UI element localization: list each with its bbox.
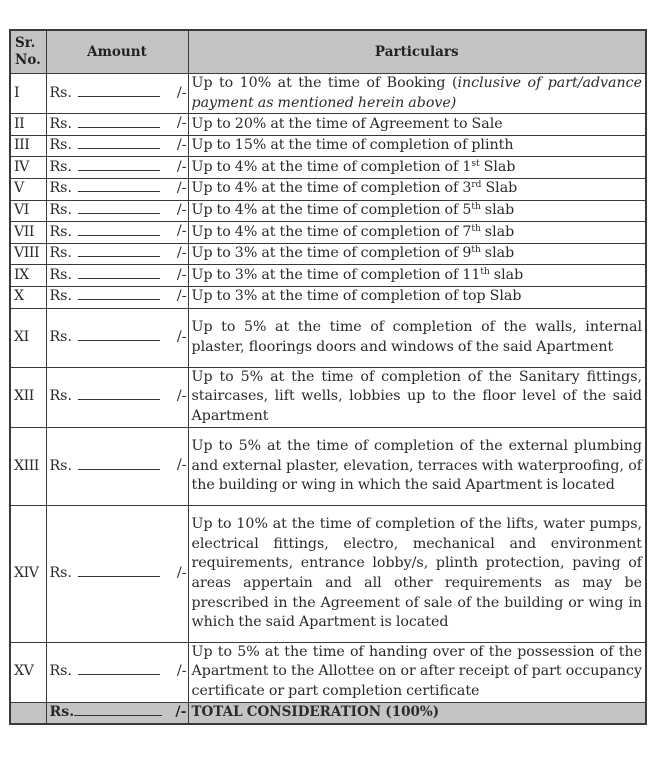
particulars-cell — [188, 74, 646, 114]
total-sr-cell — [10, 702, 46, 724]
ordinal-suffix: th — [480, 266, 490, 277]
amount-prefix: Rs. — [49, 202, 72, 219]
ordinal-suffix: th — [471, 223, 481, 234]
particulars-cell — [188, 286, 646, 308]
amount-suffix: /- — [176, 457, 187, 474]
amount-suffix: /- — [176, 388, 187, 405]
table-row — [10, 200, 646, 222]
amount-prefix: Rs. — [49, 137, 72, 154]
sr-no-cell: XII — [10, 367, 46, 427]
particulars-cell — [188, 506, 646, 643]
ordinal-suffix: th — [471, 245, 481, 256]
header-particulars: Particulars — [188, 30, 646, 74]
table-row — [10, 506, 646, 643]
particulars-text: Up to 4% at the time of completion of 7 — [191, 223, 472, 240]
amount-suffix: /- — [176, 288, 187, 305]
amount-cell — [46, 178, 188, 200]
particulars-text: Up to 5% at the time of completion of the Sanitary fittings, staircases, lift wells, lobbies up to the floor level of the said Apartment — [191, 368, 642, 424]
amount-cell — [46, 74, 188, 114]
particulars-text: Up to 15% at the time of completion of plinth — [191, 137, 514, 154]
total-amount-cell — [46, 702, 188, 724]
amount-blank-field[interactable] — [78, 457, 160, 470]
particulars-text: Up to 4% at the time of completion of 1 — [191, 158, 472, 175]
amount-blank-field[interactable] — [78, 287, 160, 300]
particulars-cell — [188, 114, 646, 136]
amount-prefix: Rs. — [49, 180, 72, 197]
total-row — [10, 702, 646, 724]
amount-suffix: /- — [176, 245, 187, 262]
amount-suffix: /- — [176, 266, 187, 283]
table-row — [10, 265, 646, 287]
sr-no-cell: II — [10, 114, 46, 136]
table-row — [10, 286, 646, 308]
amount-prefix: Rs. — [49, 223, 72, 240]
amount-cell — [46, 265, 188, 287]
particulars-cell — [188, 265, 646, 287]
particulars-text: Up to 4% at the time of completion of 3 — [191, 180, 472, 197]
sr-no-cell: VII — [10, 222, 46, 244]
amount-blank-field[interactable] — [78, 201, 160, 214]
particulars-cell — [188, 308, 646, 367]
particulars-text: Up to 5% at the time of completion of the external plumbing and external plaster, elevation, terraces with waterproofing, of the building or wing in which the said Apartment is located — [191, 437, 642, 494]
amount-prefix: Rs. — [49, 245, 72, 262]
table-row — [10, 74, 646, 114]
particulars-text-tail: slab — [480, 223, 515, 240]
particulars-text: Up to 5% at the time of handing over of the possession of the Apartment to the Allottee on or after receipt of part occupancy certificate or part completion certificate — [191, 643, 642, 700]
table-row — [10, 135, 646, 157]
total-amount-blank-field[interactable] — [74, 703, 162, 716]
amount-blank-field[interactable] — [78, 115, 160, 128]
amount-suffix: /- — [175, 703, 187, 720]
particulars-text: Up to 5% at the time of completion of the walls, internal plaster, floorings doors and windows of the said Apartment — [191, 319, 642, 355]
amount-blank-field[interactable] — [78, 244, 160, 257]
particulars-cell — [188, 427, 646, 506]
amount-prefix: Rs. — [49, 703, 75, 720]
particulars-text: Up to 3% at the time of completion of top Slab — [191, 288, 522, 305]
amount-cell — [46, 135, 188, 157]
ordinal-suffix: th — [471, 202, 481, 213]
particulars-cell — [188, 367, 646, 427]
particulars-text-tail: slab — [489, 266, 524, 283]
amount-prefix: Rs. — [49, 328, 72, 345]
amount-cell — [46, 157, 188, 179]
amount-suffix: /- — [176, 328, 187, 345]
amount-suffix: /- — [176, 180, 187, 197]
amount-cell — [46, 308, 188, 367]
total-particulars-cell: TOTAL CONSIDERATION (100%) — [188, 702, 646, 724]
amount-blank-field[interactable] — [78, 223, 160, 236]
ordinal-suffix: rd — [471, 180, 482, 191]
header-amount: Amount — [46, 30, 188, 74]
sr-no-cell: III — [10, 135, 46, 157]
amount-suffix: /- — [176, 137, 187, 154]
amount-blank-field[interactable] — [78, 328, 160, 341]
particulars-cell — [188, 642, 646, 702]
particulars-cell — [188, 178, 646, 200]
table-row — [10, 427, 646, 506]
table-row — [10, 114, 646, 136]
amount-suffix: /- — [176, 158, 187, 175]
sr-no-cell: VI — [10, 200, 46, 222]
sr-no-cell: IX — [10, 265, 46, 287]
amount-prefix: Rs. — [49, 565, 72, 582]
table-row — [10, 222, 646, 244]
particulars-text: Up to 10% at the time of completion of the lifts, water pumps, electrical fittings, electro, mechanical and environment requirements, entrance lobby/s, plinth protection, paving of areas appertain and all other requirements as may be prescribed in the Agreement of sale of the building or wing in which the said Apartment is located — [191, 516, 642, 631]
particulars-cell — [188, 135, 646, 157]
particulars-text-tail: Slab — [479, 158, 516, 175]
table-footer — [10, 702, 646, 724]
sr-no-cell: XIII — [10, 427, 46, 506]
ordinal-suffix: st — [471, 158, 480, 169]
particulars-cell — [188, 243, 646, 265]
amount-cell — [46, 506, 188, 643]
sr-no-cell: XIV — [10, 506, 46, 643]
amount-blank-field[interactable] — [78, 84, 160, 97]
payment-schedule-table — [9, 29, 647, 725]
amount-prefix: Rs. — [49, 266, 72, 283]
sr-no-cell: V — [10, 178, 46, 200]
amount-prefix: Rs. — [49, 115, 72, 132]
amount-cell — [46, 367, 188, 427]
amount-blank-field[interactable] — [78, 387, 160, 400]
table-header — [10, 30, 646, 74]
amount-blank-field[interactable] — [78, 136, 160, 149]
particulars-text-tail: slab — [480, 202, 515, 219]
particulars-text-tail: slab — [480, 245, 515, 262]
amount-blank-field[interactable] — [78, 158, 160, 171]
amount-prefix: Rs. — [49, 388, 72, 405]
amount-prefix: Rs. — [49, 158, 72, 175]
amount-blank-field[interactable] — [78, 564, 160, 577]
table-row — [10, 157, 646, 179]
amount-blank-field[interactable] — [78, 266, 160, 279]
amount-prefix: Rs. — [49, 457, 72, 474]
amount-cell — [46, 642, 188, 702]
amount-suffix: /- — [176, 663, 187, 680]
particulars-text: Up to 3% at the time of completion of 11 — [191, 266, 481, 283]
particulars-cell — [188, 222, 646, 244]
amount-suffix: /- — [176, 115, 187, 132]
sr-no-cell: VIII — [10, 243, 46, 265]
sr-no-cell: IV — [10, 157, 46, 179]
amount-cell — [46, 222, 188, 244]
amount-prefix: Rs. — [49, 663, 72, 680]
amount-prefix: Rs. — [49, 84, 72, 101]
particulars-text: Up to 10% at the time of Booking ( — [191, 75, 458, 91]
amount-cell — [46, 286, 188, 308]
sr-no-cell: I — [10, 74, 46, 114]
table-row — [10, 308, 646, 367]
sr-no-cell: XI — [10, 308, 46, 367]
table-row — [10, 367, 646, 427]
amount-cell — [46, 200, 188, 222]
table-row — [10, 243, 646, 265]
particulars-italic-text: inclusive of part/advance payment as mentioned herein above) — [191, 75, 642, 111]
amount-suffix: /- — [176, 202, 187, 219]
amount-cell — [46, 114, 188, 136]
header-row — [10, 30, 646, 74]
particulars-text: Up to 3% at the time of completion of 9 — [191, 245, 472, 262]
amount-cell — [46, 427, 188, 506]
sr-no-cell: XV — [10, 642, 46, 702]
header-sr-no: Sr. No. — [10, 30, 46, 74]
amount-suffix: /- — [176, 565, 187, 582]
particulars-text-tail: Slab — [481, 180, 518, 197]
table-row — [10, 642, 646, 702]
table-row — [10, 178, 646, 200]
amount-blank-field[interactable] — [78, 662, 160, 675]
amount-suffix: /- — [176, 84, 187, 101]
amount-blank-field[interactable] — [78, 179, 160, 192]
particulars-cell — [188, 200, 646, 222]
table-body — [10, 74, 646, 703]
amount-cell — [46, 243, 188, 265]
amount-suffix: /- — [176, 223, 187, 240]
particulars-text: Up to 20% at the time of Agreement to Sale — [191, 115, 503, 132]
amount-prefix: Rs. — [49, 288, 72, 305]
particulars-text: Up to 4% at the time of completion of 5 — [191, 202, 472, 219]
sr-no-cell: X — [10, 286, 46, 308]
particulars-cell — [188, 157, 646, 179]
